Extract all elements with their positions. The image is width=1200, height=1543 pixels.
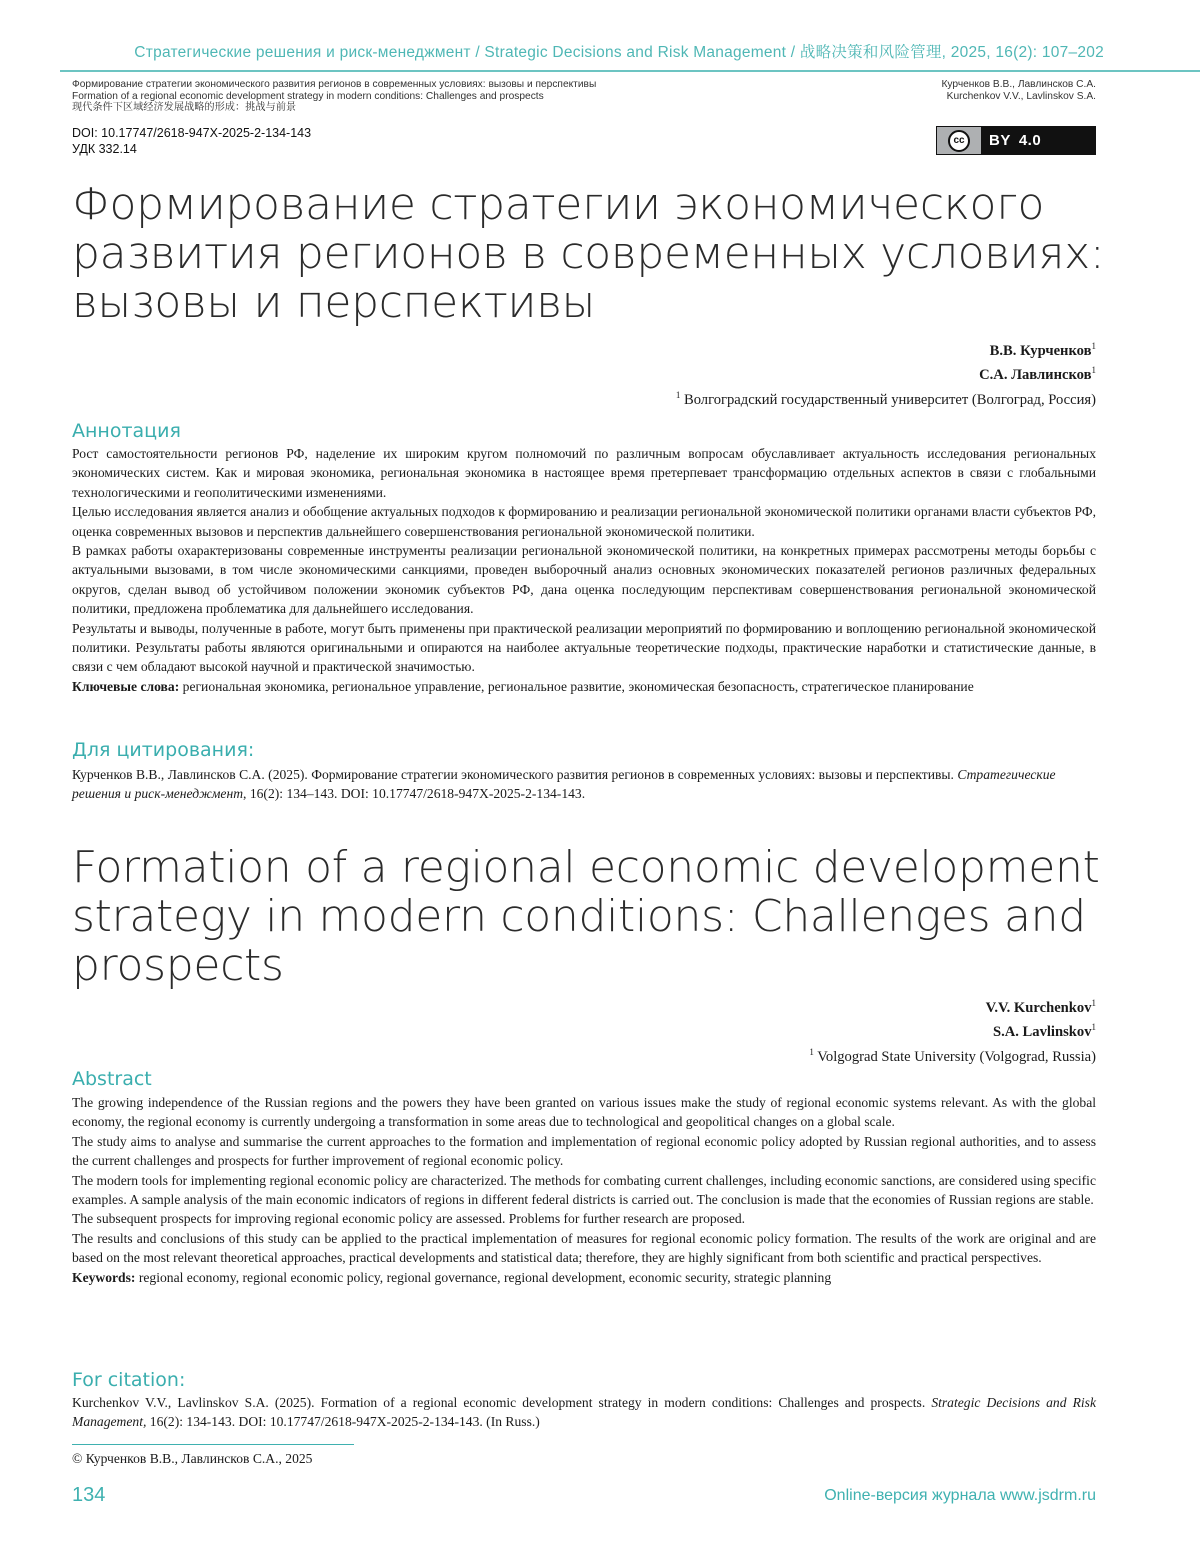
keywords-en [72,1268,1096,1287]
meta-authors-ru: Курченков В.В., Лавлинсков С.А. [941,79,1096,90]
author-name: V.V. Kurchenkov [985,999,1092,1016]
citation-journal: Стратегические решения и риск-менеджмент [72,767,1056,802]
abstract-heading-ru: Аннотация [72,420,181,442]
citation-journal: Strategic Decisions and Risk Management, [72,1395,1096,1430]
abstract-paragraph: The subsequent prospects for improving regional economic policy are assessed. Problems for further research are proposed. [72,1211,746,1227]
doi-block [72,125,311,157]
meta-title-ru: Формирование стратегии экономического развития регионов в современных условиях: вызовы и перспективы [72,79,597,90]
abstract-paragraph: В рамках работы охарактеризованы современные инструменты реализации региональной экономической политики, на конкретных примерах рассмотрены методы борьбы с актуальными вызовами, в том числе экономическими санкциями, проведен выборочный анализ основных экономических показателей регионов различных федеральных округов, сделан вывод об устойчивом положении экономик субъектов РФ, дана оценка последующим перспективам совершенствования региональной экономической политики, предложена проблематика для дальнейшего исследования. [72,543,1096,617]
article-meta-authors [941,79,1096,102]
running-head: Стратегические решения и риск-менеджмент / Strategic Decisions and Risk Management / 战略决策和风险管理, 2025, 16(2): 107–202 [134,44,1104,61]
author-affiliation-mark: 1 [1091,1022,1096,1033]
citation-tail: , 16(2): 134–143. DOI: 10.17747/2618-947X-2025-2-134-143. [243,786,586,802]
page-number: 134 [72,1484,106,1506]
abstract-en [72,1093,1096,1287]
creative-commons-icon: cc [948,130,970,152]
keywords-ru [72,677,1096,696]
header-rule [60,70,1200,72]
author-affiliation-mark: 1 [1091,365,1096,376]
abstract-ru [72,444,1096,696]
cc-by-label: BY [989,132,1011,149]
keywords-label: Ключевые слова: [72,678,180,694]
author-affiliation-mark: 1 [1091,341,1096,351]
cc-license-badge[interactable] [936,126,1096,155]
keywords-text: regional economy, regional economic policy, regional governance, regional development, economic security, strategic planning [138,1269,832,1285]
meta-authors-en: Kurchenkov V.V., Lavlinskov S.A. [946,90,1096,102]
author-name: С.А. Лавлинсков [979,367,1092,384]
journal-url-link[interactable]: Online-версия журнала www.jsdrm.ru [824,1487,1096,1504]
udk: УДК 332.14 [72,142,137,156]
citation-main: Kurchenkov V.V., Lavlinskov S.A. (2025). Formation of a regional economic development strategy in modern conditions: Challenges and prospects. [72,1395,932,1410]
article-meta-titles [72,79,692,114]
cc-license-text [989,132,1041,149]
affiliation-mark: 1 [675,389,681,400]
abstract-paragraph: The study aims to analyse and summarise the current approaches to the formation and implementation of regional economic policy adopted by Russian regional authorities, and to assess the current challenges and prospects for further improvement of regional economic policy. [72,1133,1096,1169]
keywords-label: Keywords: [72,1269,136,1285]
doi: DOI: 10.17747/2618-947X-2025-2-134-143 [72,126,312,140]
copyright-notice: © Курченков В.В., Лавлинсков С.А., 2025 [72,1451,313,1466]
citation-main: Курченков В.В., Лавлинсков С.А. (2025). Формирование стратегии экономического развития регионов в современных условиях: вызовы и перспективы. [72,767,958,782]
abstract-paragraph: The modern tools for implementing regional economic policy are characterized. The methods for combating current challenges, including economic sanctions, are considered using specific examples. A sample analysis of the main economic indicators of regions in different federal districts is carried out. The conclusion is made that the economies of Russian regions are stable. [72,1172,1096,1208]
article-title-ru: Формирование стратегии экономического развития регионов в современных условиях: вызовы и перспективы [72,179,1105,328]
affiliation-mark: 1 [809,1046,814,1057]
meta-title-en: Formation of a regional economic development strategy in modern conditions: Challenges and prospects [72,90,544,102]
keywords-text: региональная экономика, региональное управление, региональное развитие, экономическая безопасность, стратегическое планирование [182,678,974,694]
authors-en [809,994,1096,1067]
abstract-paragraph: Рост самостоятельности регионов РФ, наделение их широким кругом полномочий по различным вопросам обуславливает актуальность исследования региональных экономических систем. Как и мировая экономика, региональная экономика в настоящее время претерпевает трансформацию отдельных аспектов в связи с глобальными технологическими и геополитическими изменениями. [72,446,1096,500]
citation-en [72,1393,1096,1432]
author-name: S.A. Lavlinskov [992,1024,1092,1041]
article-title-en: Formation of a regional economic development strategy in modern conditions: Challenges and prospects [72,842,1100,991]
authors-ru [676,337,1096,410]
abstract-paragraph: The results and conclusions of this study can be applied to the practical implementation of measures for regional economic policy formation. The results of the work are original and are based on the most relevant theoretical approaches, practical developments and statistical data; therefore, they are highly significant from both scientific and practical perspectives. [72,1230,1096,1266]
author-name: В.В. Курченков [989,342,1092,359]
affiliation: Волгоградский государственный университет (Волгоград, Россия) [683,391,1096,408]
footnote-rule [72,1444,354,1445]
cc-badge-left [937,127,981,154]
citation-ru [72,765,1096,804]
citation-heading-en: For citation: [72,1369,186,1391]
abstract-heading-en: Abstract [72,1068,152,1090]
abstract-paragraph: The growing independence of the Russian regions and the powers they have been granted on various issues make the study of regional economic systems relevant. As with the global economy, the regional economy is currently undergoing a transformation in some areas due to technological and geopolitical changes on a global scale. [72,1095,1096,1130]
author-affiliation-mark: 1 [1091,998,1096,1008]
citation-tail: 16(2): 134-143. DOI: 10.17747/2618-947X-2025-2-134-143. (In Russ.) [146,1414,540,1430]
abstract-paragraph: Целью исследования является анализ и обобщение актуальных подходов к формированию и реализации региональной экономической политики органами власти субъектов РФ, оценка современных вызовов и перспектив дальнейшего совершенствования региональной экономической политики. [72,504,1096,539]
cc-version-label: 4.0 [1018,132,1042,149]
meta-title-zh: 现代条件下区域经济发展战略的形成：挑战与前景 [72,102,297,114]
affiliation: Volgograd State University (Volgograd, Russia) [817,1048,1096,1065]
citation-heading-ru: Для цитирования: [72,739,255,761]
abstract-paragraph: Результаты и выводы, полученные в работе, могут быть применены при практической реализации мероприятий по формированию и воплощению региональной экономической политики. Результаты работы являются оригинальными и опираются на наиболее актуальные теоретические подходы, практические наработки и статистические данные, в связи с чем обладают высокой научной и практической значимостью. [72,620,1096,675]
